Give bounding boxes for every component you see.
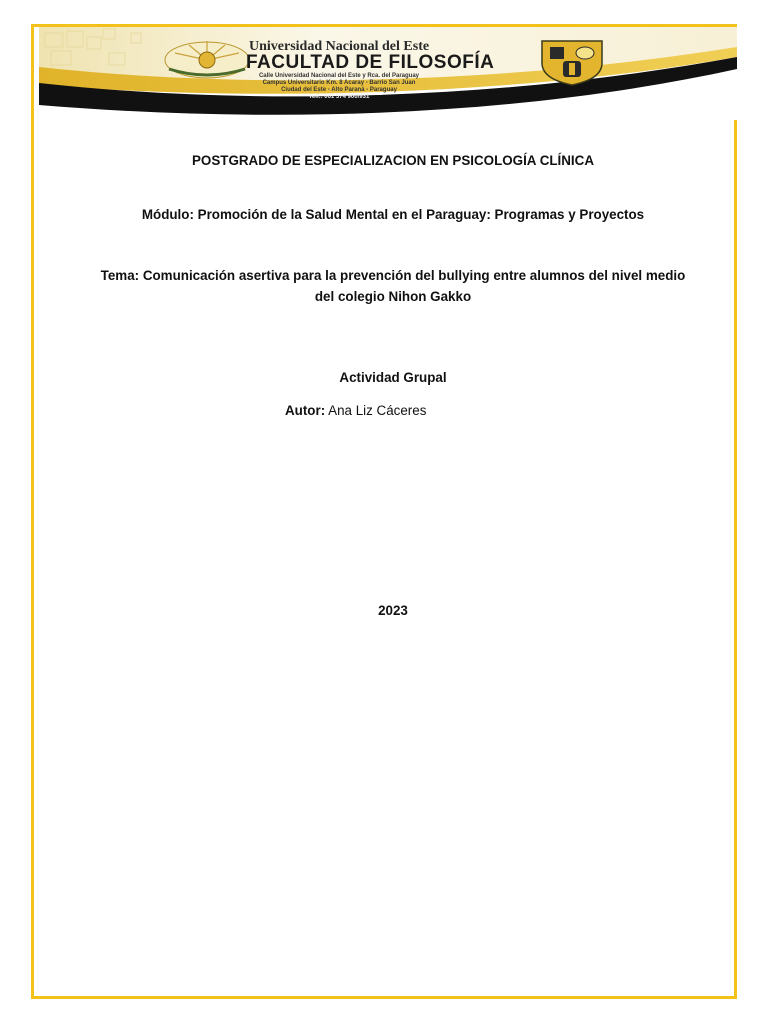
letterhead-banner [39, 27, 737, 122]
activity-type: Actividad Grupal [339, 370, 447, 385]
faculty-name: FACULTAD DE FILOSOFÍA [246, 52, 495, 73]
topic-title: Tema: Comunicación asertiva para la prevención del bullying entre alumnos del nivel medio del colegio Nihon Gakko [100, 268, 686, 304]
author-line [285, 400, 426, 421]
module-title: Módulo: Promoción de la Salud Mental en el Paraguay: Programas y Proyectos [141, 207, 645, 222]
university-name: Universidad Nacional del Este [249, 39, 430, 54]
program-title: POSTGRADO DE ESPECIALIZACION EN PSICOLOGÍA CLÍNICA [192, 153, 594, 168]
author-label: Autor: [285, 403, 326, 418]
author-name: Ana Liz Cáceres [328, 403, 427, 418]
address-line: Calle Universidad Nacional del Este y Rca. del Paraguay [258, 73, 420, 79]
address-line: Ciudad del Este - Alto Paraná - Paraguay [281, 87, 397, 93]
document-year: 2023 [378, 603, 408, 618]
page-border-right [734, 120, 737, 999]
phone-line: Telf.: 061 574 900/931 [308, 94, 370, 100]
address-line: Campus Universitario Km. 8 Acaray - Barrio San Juan [262, 80, 416, 86]
faculty-shield-emblem [542, 41, 602, 85]
